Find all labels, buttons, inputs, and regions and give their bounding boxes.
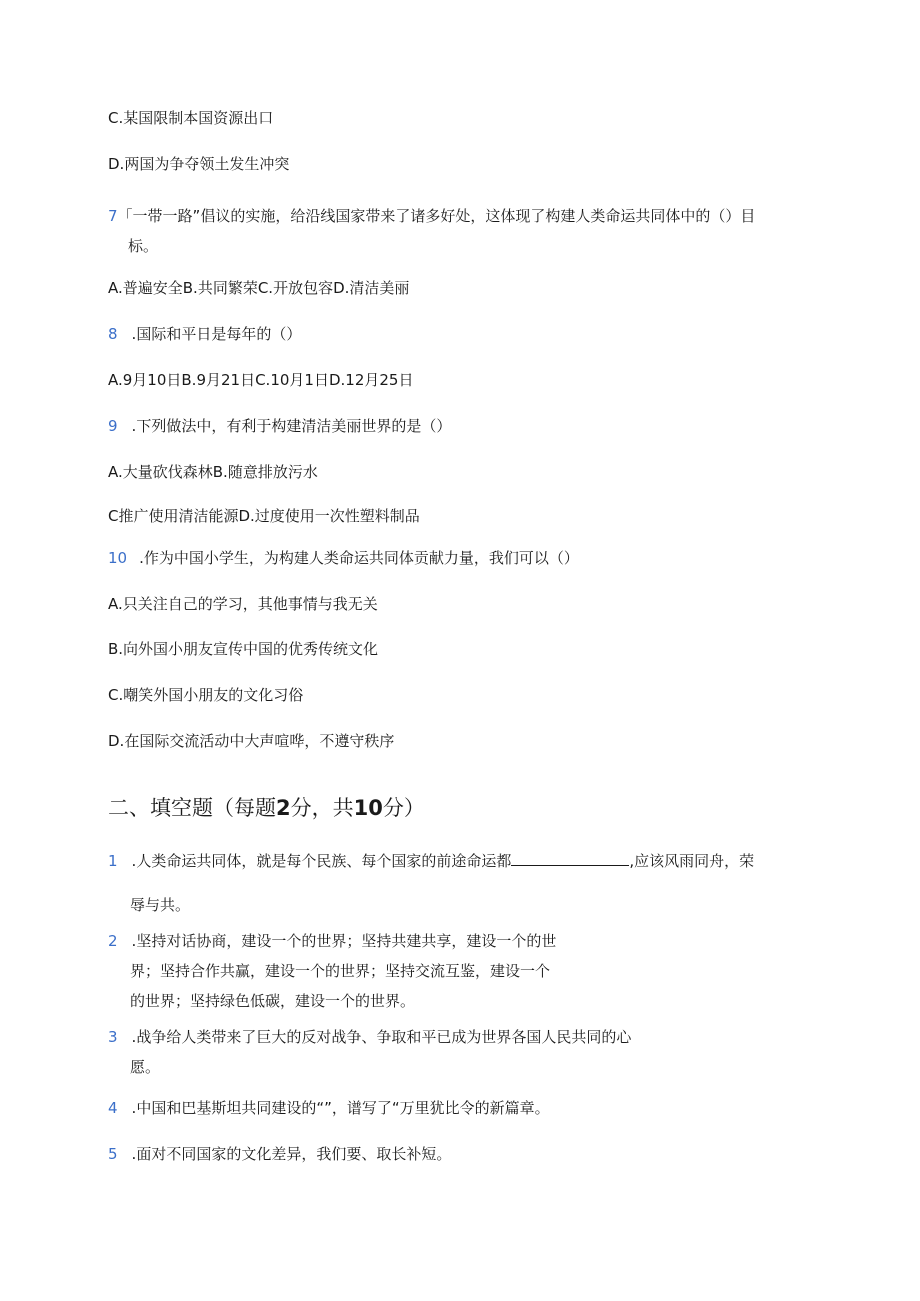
fill-3-number: 3 xyxy=(108,1028,118,1046)
fill-2-line1 xyxy=(108,931,556,951)
question-9-options-line2: C推广使用清洁能源D.过度使用一次性塑料制品 xyxy=(108,507,420,525)
question-7-number: 7 xyxy=(108,207,118,225)
question-10-text: .作为中国小学生，为构建人类命运共同体贡献力量，我们可以（） xyxy=(139,549,579,567)
fill-1-line1 xyxy=(108,851,754,871)
fill-4-text: .中国和巴基斯坦共同建设的“”，谱写了“万里犹比令的新篇章。 xyxy=(131,1099,550,1117)
question-8-options: A.9月10日B.9月21日C.10月1日D.12月25日 xyxy=(108,371,414,389)
fill-2-number: 2 xyxy=(108,932,118,950)
fill-2-text-line1: .坚持对话协商，建设一个的世界；坚持共建共享，建设一个的世 xyxy=(131,932,557,950)
fill-2-line2: 界；坚持合作共赢，建设一个的世界；坚持交流互鉴，建设一个 xyxy=(130,962,551,980)
question-10 xyxy=(108,548,579,568)
option-c-top: C.某国限制本国资源出口 xyxy=(108,109,274,127)
fill-1-number: 1 xyxy=(108,852,118,870)
fill-3-line2: 愿。 xyxy=(130,1058,161,1076)
question-7-text: 「一带一路”倡议的实施，给沿线国家带来了诸多好处，这体现了构建人类命运共同体中的（）目 xyxy=(117,207,756,225)
fill-4 xyxy=(108,1098,550,1118)
question-9-options-line1: A.大量砍伐森林B.随意排放污水 xyxy=(108,463,318,481)
fill-2-line3: 的世界；坚持绿色低碳，建设一个的世界。 xyxy=(130,992,416,1010)
question-7-options: A.普遍安全B.共同繁荣C.开放包容D.清洁美丽 xyxy=(108,279,410,297)
fill-5-text: .面对不同国家的文化差异，我们要、取长补短。 xyxy=(131,1145,452,1163)
question-10-option-a: A.只关注自己的学习，其他事情与我无关 xyxy=(108,595,378,613)
fill-3-text-line1: .战争给人类带来了巨大的反对战争、争取和平已成为世界各国人民共同的心 xyxy=(131,1028,632,1046)
fill-5 xyxy=(108,1144,451,1164)
question-7-line1 xyxy=(108,206,755,226)
question-7-line2: 标。 xyxy=(128,237,159,255)
option-d-top: D.两国为争夺领土发生冲突 xyxy=(108,155,290,173)
fill-4-number: 4 xyxy=(108,1099,118,1117)
question-10-option-d: D.在国际交流活动中大声喧哗，不遵守秩序 xyxy=(108,732,395,750)
question-10-option-b: B.向外国小朋友宣传中国的优秀传统文化 xyxy=(108,640,379,658)
question-8 xyxy=(108,324,301,344)
question-8-number: 8 xyxy=(108,325,118,343)
fill-1-text-before: .人类命运共同体，就是每个民族、每个国家的前途命运都 xyxy=(131,852,512,870)
question-10-option-c: C.嘲笑外国小朋友的文化习俗 xyxy=(108,686,304,704)
question-8-text: .国际和平日是每年的（） xyxy=(131,325,302,343)
question-10-number: 10 xyxy=(108,549,128,567)
fill-1-text-after: ,应该风雨同舟，荣 xyxy=(629,852,755,870)
question-9-text: .下列做法中，有利于构建清洁美丽世界的是（） xyxy=(131,417,452,435)
question-9-number: 9 xyxy=(108,417,118,435)
question-9 xyxy=(108,416,451,436)
section-2-title: 二、填空题（每题2分，共10分） xyxy=(108,796,425,820)
fill-1-line2: 辱与共。 xyxy=(130,896,191,914)
fill-3-line1 xyxy=(108,1027,631,1047)
fill-5-number: 5 xyxy=(108,1145,118,1163)
fill-1-blank xyxy=(511,851,629,866)
